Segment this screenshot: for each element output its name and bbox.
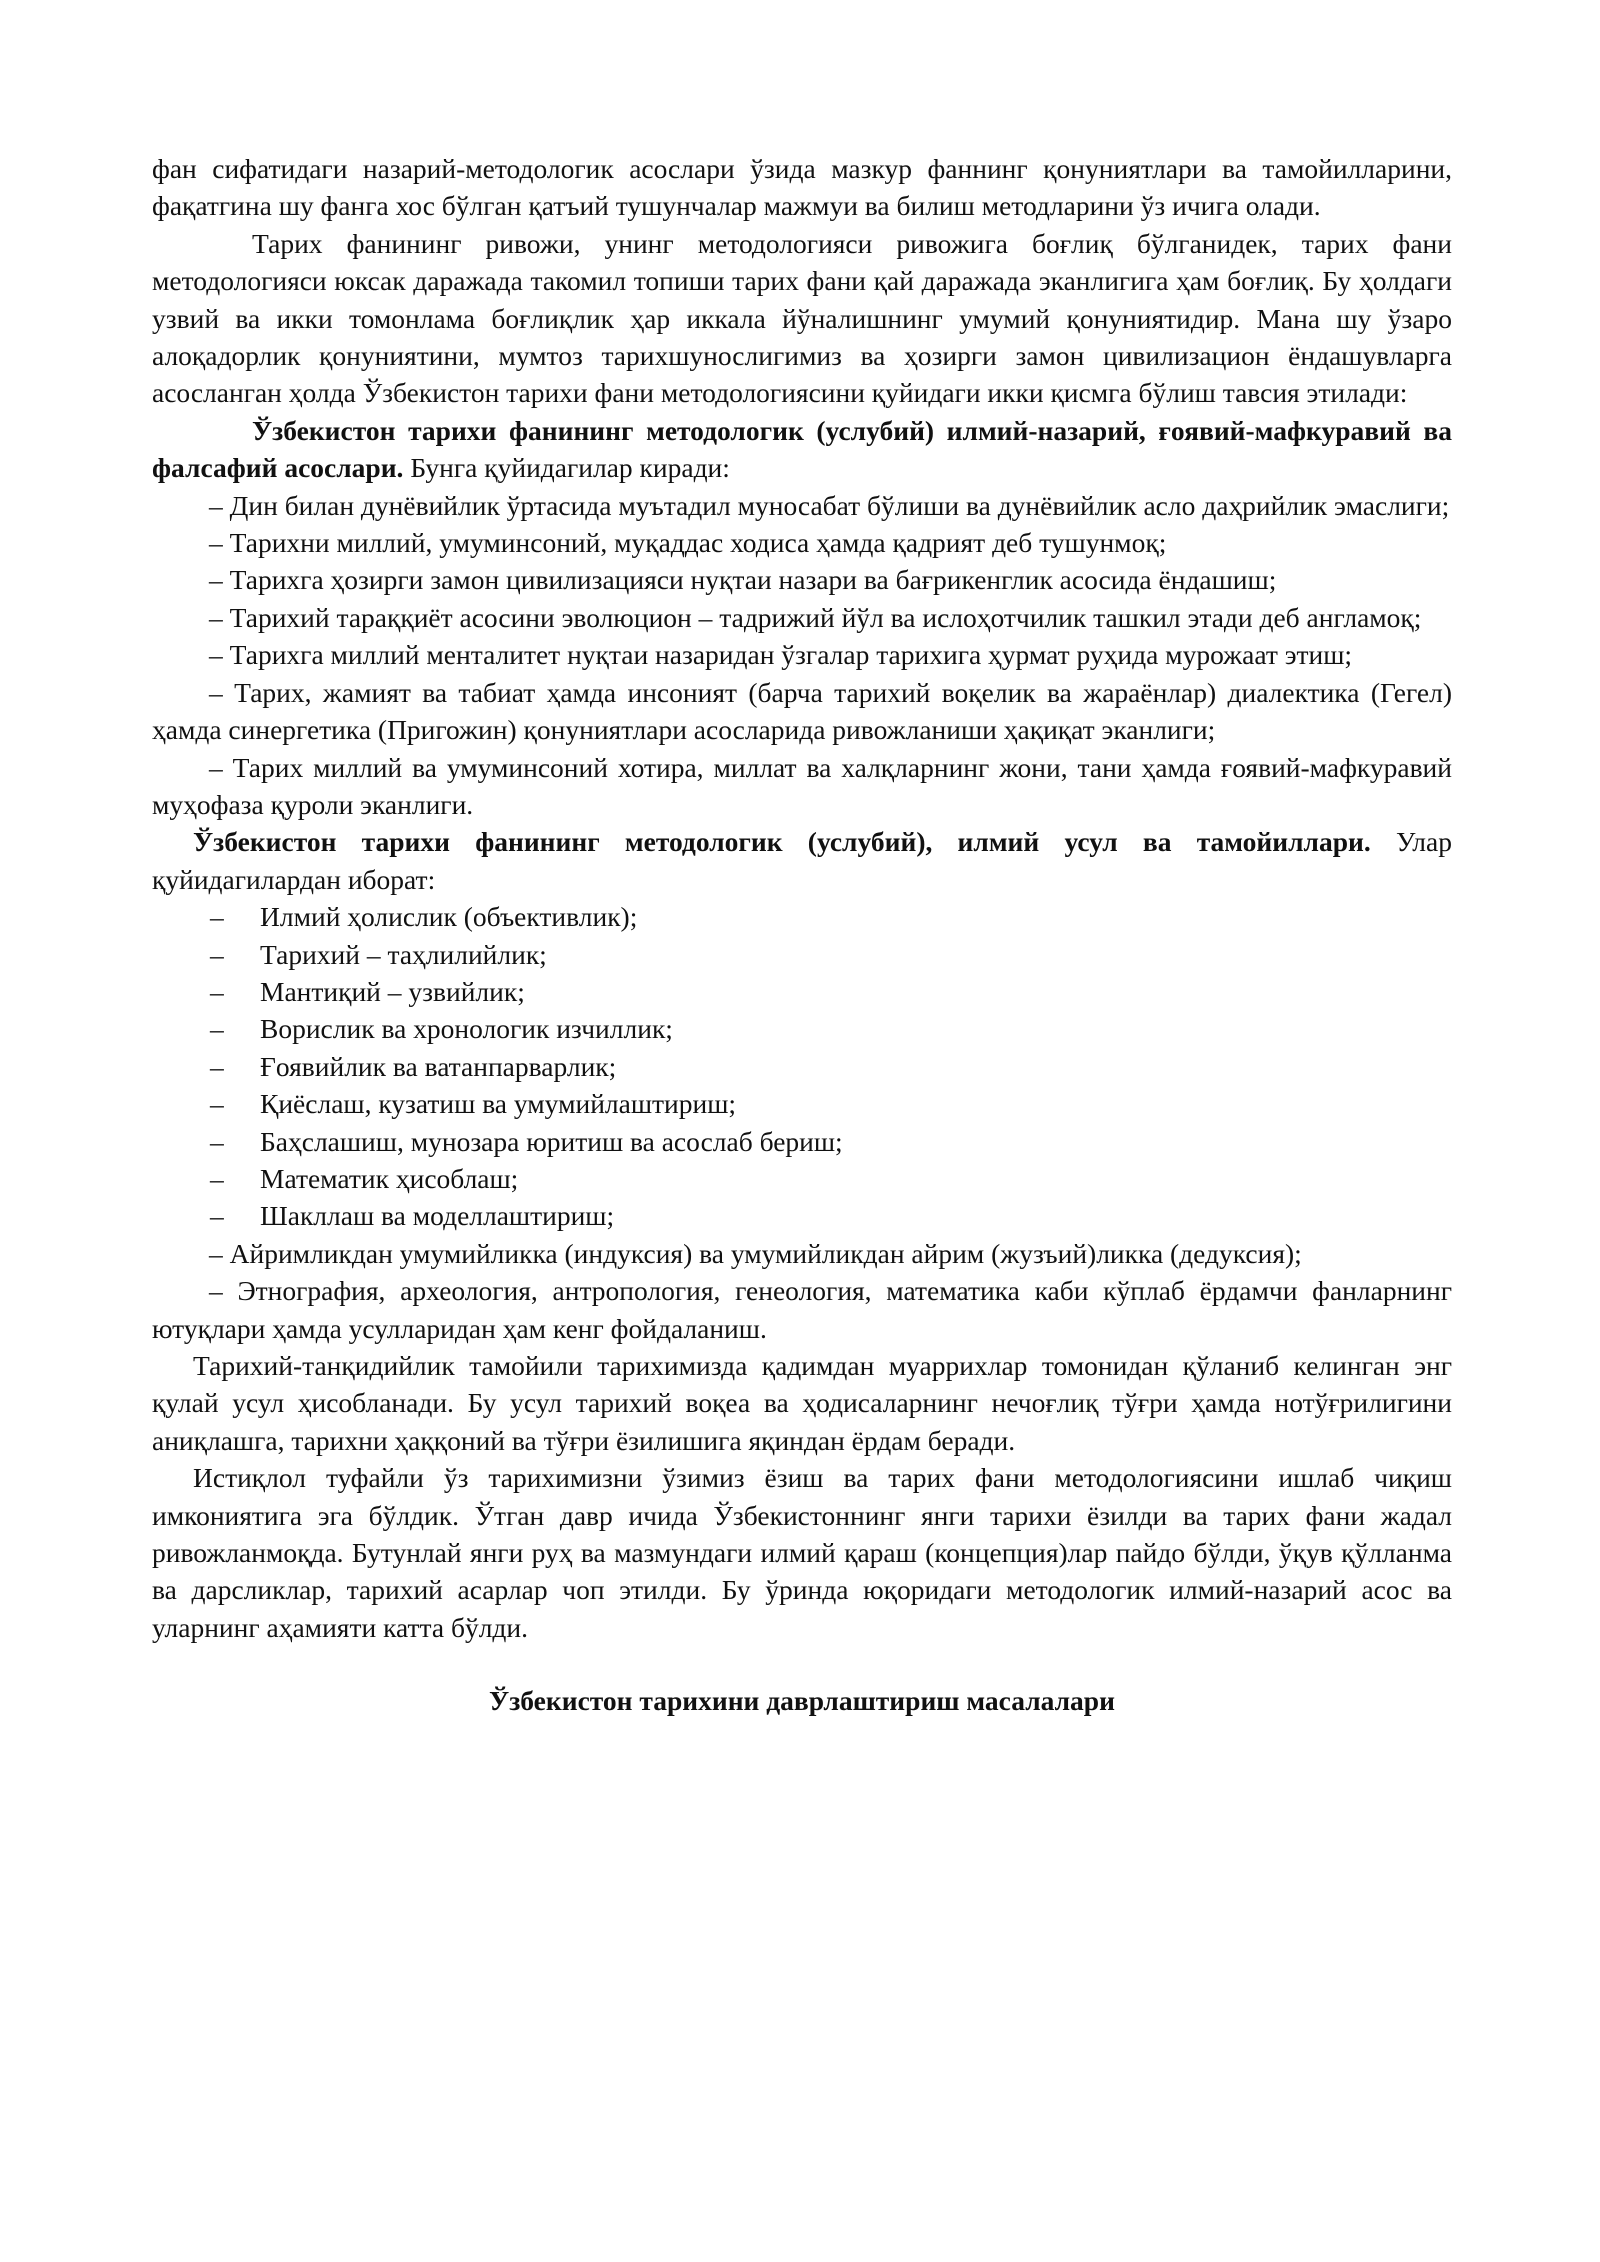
list2-text: Ворислик ва хронологик изчиллик;	[260, 1013, 673, 1045]
list2-item	[152, 1123, 1452, 1160]
list2-text: Қиёслаш, кузатиш ва умумийлаштириш;	[260, 1088, 737, 1120]
section-heading: Ўзбекистон тарихини даврлаштириш масалалари	[489, 1685, 1115, 1717]
list2-dash: –	[210, 1050, 224, 1082]
list2-item	[152, 1197, 1452, 1234]
list2-text: Тарихий – таҳлилийлик;	[260, 938, 547, 970]
paragraph-intro: фан сифатидаги назарий-методологик асослари ўзида мазкур фаннинг қонуниятлари ва тамойилларини, фақатгина шу фанга хос бўлган қатъий тушунчалар мажмуи ва билиш методларини ўз ичига олади.	[152, 153, 1452, 222]
list2-item	[152, 1048, 1452, 1085]
paragraph-methodology: Тарих фанининг ривожи, унинг методологияси ривожига боғлиқ бўлганидек, тарих фани методологияси юксак даражада такомил топиши тарих фани қай даражада эканлигига ҳам боғлиқ. Бу ҳолдаги узвий ва икки томонлама боғлиқлик ҳар иккала йўналишнинг умумий қонуниятидир. Мана шу ўзаро алоқадорлик қонуниятини, мумтоз тарихшунослигимиз ва ҳозирги замон цивилизацион ёндашувларга асосланган ҳолда Ўзбекистон тарихи фани методологиясини қуйидаги икки қисмга бўлиш тавсия этилади:	[152, 227, 1452, 409]
list3-item: – Айримликдан умумийликка (индуксия) ва умумийликдан айрим (жузъий)ликка (дедуксия);	[209, 1237, 1302, 1269]
list2-dash: –	[210, 1162, 224, 1194]
list1-item: – Дин билан дунёвийлик ўртасида муътадил муносабат бўлиши ва дунёвийлик асло даҳрийлик эмаслиги;	[209, 489, 1450, 521]
list2-text: Мантиқий – узвийлик;	[260, 975, 525, 1007]
list1-item: – Тарихни миллий, умуминсоний, муқаддас ходиса ҳамда қадрият деб тушунмоқ;	[209, 527, 1167, 559]
list3-item: – Этнография, археология, антропология, генеология, математика каби кўплаб ёрдамчи фанларнинг ютуқлари ҳамда усулларидан ҳам кенг фойдаланиш.	[152, 1275, 1452, 1344]
list2-text: Шакллаш ва моделлаштириш;	[260, 1200, 615, 1232]
paragraph-section1-title	[152, 412, 1452, 487]
list2-dash: –	[210, 1088, 224, 1120]
list2-dash: –	[210, 975, 224, 1007]
list1-item: – Тарих, жамият ва табиат ҳамда инсоният (барча тарихий воқелик ва жараёнлар) диалектика (Гегел) ҳамда синергетика (Пригожин) қонуниятлари асосларида ривожланиши ҳақиқат эканлиги;	[152, 676, 1452, 746]
list2-item	[152, 1160, 1452, 1197]
list2-item	[152, 1085, 1452, 1122]
section2-lead: Улар қуйидагилардан иборат:	[152, 826, 1452, 895]
section1-lead: Бунга қуйидагилар киради:	[403, 452, 730, 484]
list2-text: Математик ҳисоблаш;	[260, 1162, 519, 1194]
list2-dash: –	[210, 1125, 224, 1157]
list2-dash: –	[210, 1013, 224, 1045]
paragraph-historical-critical: Тарихий-танқидийлик тамойили тарихимизда қадимдан муаррихлар томонидан қўланиб келинган энг қулай усул ҳисобланади. Бу усул тарихий воқеа ва ҳодисаларнинг нечоғлиқ тўғри ҳамда нотўғрилигини аниқлашга, тарихни ҳаққоний ва тўғри ёзилишига яқиндан ёрдам беради.	[152, 1350, 1452, 1456]
section2-bold-title: Ўзбекистон тарихи фанининг методологик (услубий), илмий усул ва тамойиллари.	[193, 826, 1371, 858]
list2-item	[152, 1010, 1452, 1047]
list2-item	[152, 973, 1452, 1010]
list2-text: Ғоявийлик ва ватанпарварлик;	[260, 1050, 617, 1082]
list1-item: – Тарихга ҳозирги замон цивилизацияси нуқтаи назари ва бағрикенглик асосида ёндашиш;	[209, 564, 1277, 596]
section1-bold-title: Ўзбекистон тарихи фанининг методологик (услубий) илмий-назарий, ғоявий-мафкуравий ва фалсафий асослари.	[152, 414, 1452, 484]
list2-dash: –	[210, 938, 224, 970]
list2-item	[152, 898, 1452, 935]
list2-dash: –	[210, 1200, 224, 1232]
paragraph-section2-title	[152, 823, 1452, 898]
list2-text: Илмий ҳолислик (объективлик);	[260, 901, 638, 933]
list1-item: – Тарихий тараққиёт асосини эволюцион – тадрижий йўл ва ислоҳотчилик ташкил этади деб англамоқ;	[209, 601, 1422, 633]
list2-dash: –	[210, 901, 224, 933]
list1-item: – Тарихга миллий менталитет нуқтаи назаридан ўзгалар тарихига ҳурмат руҳида мурожаат этиш;	[209, 639, 1353, 671]
list1-item: – Тарих миллий ва умуминсоний хотира, миллат ва халқларнинг жони, тани ҳамда ғоявий-мафкуравий муҳофаза қуроли эканлиги.	[152, 751, 1452, 820]
list2-text: Баҳслашиш, мунозара юритиш ва асослаб бериш;	[260, 1125, 843, 1157]
paragraph-independence: Истиқлол туфайли ўз тарихимизни ўзимиз ёзиш ва тарих фани методологиясини ишлаб чиқиш имкониятига эга бўлдик. Ўтган давр ичида Ўзбекистоннинг янги тарихи ёзилди ва тарих фани жадал ривожланмоқда. Бутунлай янги руҳ ва мазмундаги илмий қараш (концепция)лар пайдо бўлди, ўқув қўлланма ва дарсликлар, тарихий асарлар чоп этилди. Бу ўринда юқоридаги методологик илмий-назарий асос ва уларнинг аҳамияти катта бўлди.	[152, 1462, 1452, 1643]
list2-item	[152, 936, 1452, 973]
